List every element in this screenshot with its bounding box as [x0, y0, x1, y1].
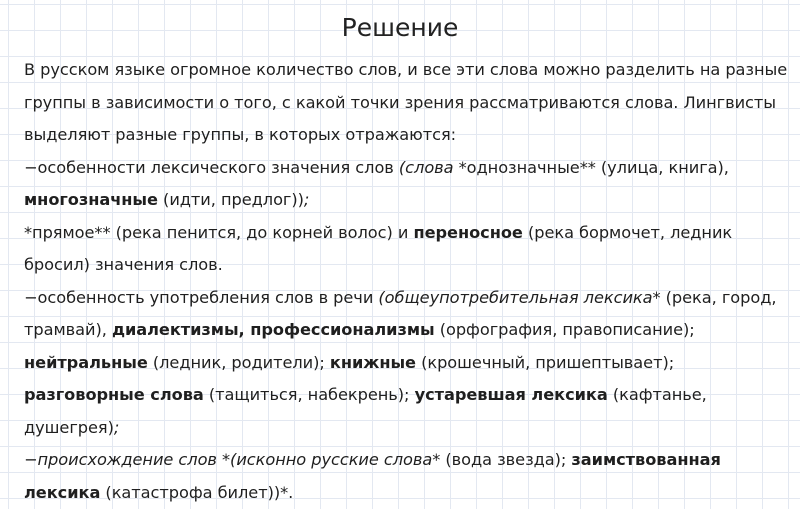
page-title: Решение [341, 13, 459, 42]
lexical-text-1: однозначные** (улица, книга), [466, 157, 729, 177]
solution-text [24, 54, 792, 509]
usage-text-5: (тащиться, набекрень); [203, 385, 415, 404]
usage-semicolon: ; [113, 417, 120, 437]
origin-paragraph [24, 444, 792, 509]
usage-text-3: (ледник, родители); [147, 352, 330, 372]
figurative-meaning-paragraph [24, 217, 792, 282]
intro-paragraph: В русском языке огромное количество слов, и все эти слова можно разделить на разные группы в зависимости о того, с какой точки зрения рассматриваются слова. Лингвисты выделяют разные группы, в которых отражаются: [24, 60, 788, 144]
term-colloquial: разговорные слова [24, 385, 204, 404]
term-neutral: нейтральные [24, 352, 148, 372]
origin-text-1: * (вода звезда); [432, 450, 572, 469]
term-borrowed: заимствованная лексика [24, 450, 721, 502]
term-obsolete: устаревшая лексика [414, 385, 608, 404]
lexical-semicolon: ; [303, 190, 310, 209]
usage-lead: −особенность употребления слов в речи [24, 287, 379, 307]
usage-text-4: (крошечный, пришептывает); [415, 352, 675, 372]
usage-text-2: (орфография, правописание); [434, 320, 695, 339]
usage-text-6: (кафтанье, душегрея) [24, 385, 707, 437]
usage-italic: (общеупотребительная лексика [378, 287, 653, 307]
figurative-text-2: (река бормочет, ледник бросил) значения слов. [24, 222, 733, 274]
usage-text-1: * (река, город, трамвай), [24, 287, 777, 339]
lexical-lead: −особенности лексического значения слов [24, 157, 399, 177]
usage-paragraph [24, 282, 792, 445]
term-dialectisms: диалектизмы, профессионализмы [111, 320, 435, 339]
figurative-asterisk: * [24, 222, 33, 242]
lexical-meaning-paragraph [24, 152, 792, 217]
term-figurative: переносное [413, 222, 523, 242]
origin-text-2: (катастрофа билет))*. [100, 482, 294, 502]
figurative-text-1: прямое** (река пенится, до корней волос) и [32, 222, 414, 242]
lexical-italic: (слова * [398, 157, 467, 177]
term-bookish: книжные [329, 352, 416, 372]
origin-italic: −происхождение слов *(исконно русские слова [24, 450, 433, 469]
term-polysemous: многозначные [24, 190, 158, 209]
lexical-text-2: (идти, предлог)) [157, 190, 304, 209]
